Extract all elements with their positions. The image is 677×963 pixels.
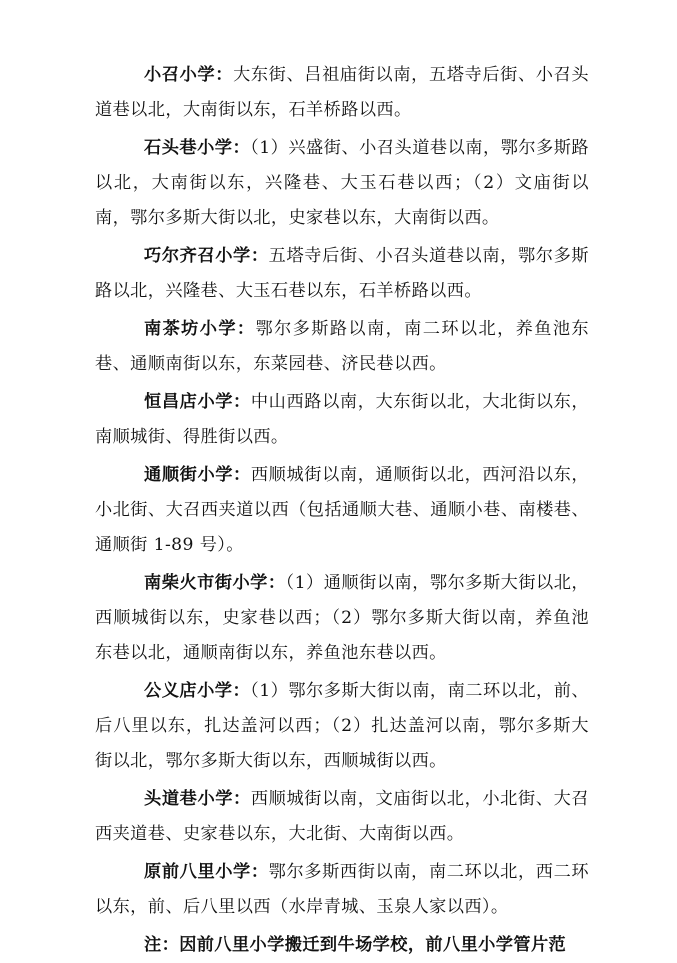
school-area: 五塔寺后街、小召头道巷以南，鄂尔多斯路以北，兴隆巷、大玉石巷以东，石羊桥路以西。 (95, 246, 589, 301)
school-name: 小召小学： (144, 65, 234, 85)
entry-yuanqianbali (95, 855, 589, 925)
school-name: 恒昌店小学： (144, 392, 251, 412)
entry-shitouxiang (95, 131, 589, 236)
school-area: 西顺城街以南，通顺街以北，西河沿以东，小北街、大召西夹道以西（包括通顺大巷、通顺小巷、南楼巷、通顺街 1-89 号）。 (95, 465, 590, 555)
school-area: 大东街、吕祖庙街以南，五塔寺后街、小召头道巷以北，大南街以东，石羊桥路以西。 (95, 65, 589, 120)
school-area: 西顺城街以南，文庙街以北，小北街、大召西夹道巷、史家巷以东，大北街、大南街以西。 (95, 789, 590, 844)
entry-hengchangdian (95, 385, 589, 455)
entry-nanchaihuoshijie (95, 566, 589, 671)
school-area: 中山西路以南，大东街以北，大北街以东，南顺城街、得胜街以西。 (95, 392, 590, 447)
school-area: （1）通顺街以南，鄂尔多斯大街以北，西顺城街以东，史家巷以西；（2）鄂尔多斯大街以南，养鱼池东巷以北，通顺南街以东，养鱼池东巷以西。 (95, 573, 589, 663)
school-name: 原前八里小学： (144, 862, 269, 882)
entry-gongyidian (95, 674, 589, 779)
school-name: 通顺街小学： (144, 465, 251, 485)
note-paragraph: 注：因前八里小学搬迁到牛场学校，前八里小学管片范 (144, 935, 567, 955)
entry-qiaoerqizhao (95, 239, 589, 309)
school-name: 南柴火市街小学： (144, 573, 286, 593)
entry-nanchafang (95, 312, 589, 382)
school-name: 南茶坊小学： (144, 319, 256, 339)
school-area: 鄂尔多斯路以南，南二环以北，养鱼池东巷、通顺南街以东，东菜园巷、济民巷以西。 (95, 319, 589, 374)
entry-toudaoxiang (95, 782, 589, 852)
entry-xiaozhao (95, 58, 589, 128)
school-name: 公义店小学： (144, 681, 251, 701)
school-name: 石头巷小学： (144, 138, 251, 158)
school-area: （1）鄂尔多斯大街以南，南二环以北，前、后八里以东，扎达盖河以西；（2）扎达盖河以南，鄂尔多斯大街以北，鄂尔多斯大街以东，西顺城街以西。 (95, 681, 589, 771)
school-name: 巧尔齐召小学： (144, 246, 269, 266)
school-area: 鄂尔多斯西街以南，南二环以北，西二环以东，前、后八里以西（水岸青城、玉泉人家以西）。 (95, 862, 589, 917)
entry-tongshunjie (95, 458, 589, 563)
school-name: 头道巷小学： (144, 789, 251, 809)
school-area: （1）兴盛街、小召头道巷以南，鄂尔多斯路以北，大南街以东，兴隆巷、大玉石巷以西；（2）文庙街以南，鄂尔多斯大街以北，史家巷以东，大南街以西。 (95, 138, 589, 228)
